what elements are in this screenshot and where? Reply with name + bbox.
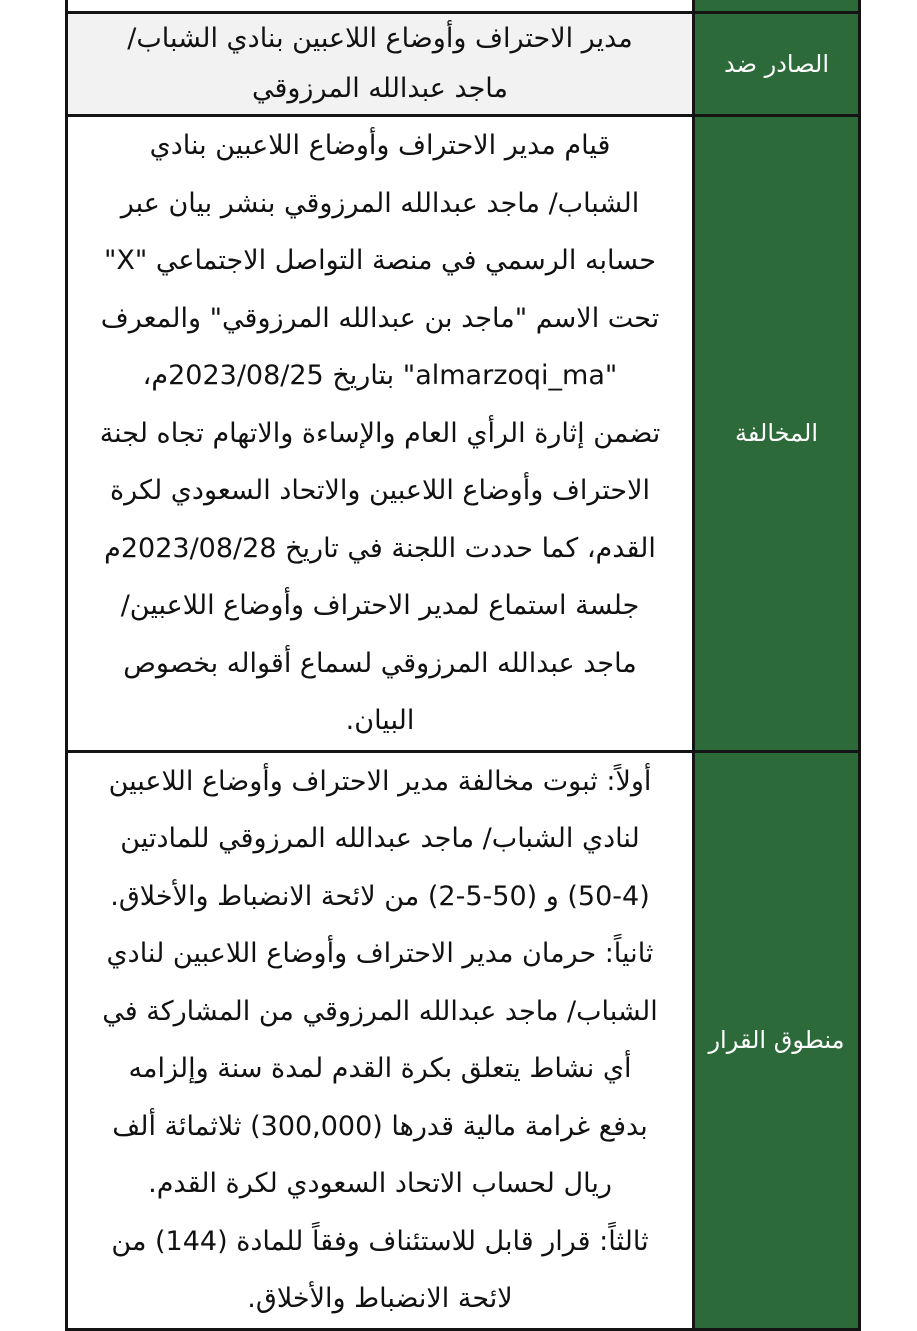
ruling-line-9: ثالثاً: قرار قابل للاستئناف وفقاً للمادة (144) من <box>111 1225 649 1257</box>
ruling-line-10: لائحة الانضباط والأخلاق. <box>247 1283 513 1314</box>
ruling-line-1: أولاً: ثبوت مخالفة مدير الاحتراف وأوضاع اللاعبين <box>108 765 652 797</box>
decision-table <box>65 0 861 1331</box>
violation-line-6: تضمن إثارة الرأي العام والإساءة والاتهام تجاه لجنة <box>99 417 661 449</box>
violation-line-11: البيان. <box>345 705 415 736</box>
table-row-violation <box>67 116 860 752</box>
ruling-line-6: أي نشاط يتعلق بكرة القدم لمدة سنة وإلزامه <box>128 1053 632 1084</box>
content-ruling <box>67 751 694 1329</box>
violation-line-8: القدم، كما حددت اللجنة في تاريخ 2023/08/28م <box>104 532 656 564</box>
ruling-line-5: الشباب/ ماجد عبدالله المرزوقي من المشاركة في <box>102 995 658 1027</box>
ruling-line-8: ريال لحساب الاتحاد السعودي لكرة القدم. <box>148 1168 612 1199</box>
issued-against-line-2: ماجد عبدالله المرزوقي <box>251 73 508 104</box>
content-cell-top <box>67 0 694 13</box>
violation-line-1: قيام مدير الاحتراف وأوضاع اللاعبين بنادي <box>149 130 611 161</box>
violation-line-10: ماجد عبدالله المرزوقي لسماع أقواله بخصوص <box>123 647 637 679</box>
violation-line-3: حسابه الرسمي في منصة التواصل الاجتماعي "X" <box>104 245 656 276</box>
content-violation <box>67 116 694 752</box>
ruling-line-7: بدفع غرامة مالية قدرها (300,000) ثلاثمائة ألف <box>112 1110 648 1142</box>
violation-line-5: "almarzoqi_ma" بتاريخ 2023/08/25م، <box>142 360 618 391</box>
label-cell-top <box>694 0 860 13</box>
issued-against-line-1: مدير الاحتراف وأوضاع اللاعبين بنادي الشباب/ <box>127 23 633 54</box>
table-row-issued-against <box>67 13 860 116</box>
ruling-line-4: ثانياً: حرمان مدير الاحتراف وأوضاع اللاعبين لنادي <box>106 938 654 969</box>
content-issued-against <box>67 13 694 116</box>
label-issued-against: الصادر ضد <box>694 13 860 116</box>
ruling-line-3: (50-4) و (50-5-2) من لائحة الانضباط والأخلاق. <box>110 880 650 912</box>
label-ruling: منطوق القرار <box>694 751 860 1329</box>
violation-line-7: الاحتراف وأوضاع اللاعبين والاتحاد السعودي لكرة <box>110 475 650 506</box>
violation-line-9: جلسة استماع لمدير الاحتراف وأوضاع اللاعبين/ <box>120 590 640 621</box>
table-row-top <box>67 0 860 13</box>
ruling-line-2: لنادي الشباب/ ماجد عبدالله المرزوقي للمادتين <box>120 823 640 854</box>
label-violation: المخالفة <box>694 116 860 752</box>
table-row-ruling <box>67 751 860 1329</box>
violation-line-2: الشباب/ ماجد عبدالله المرزوقي بنشر بيان عبر <box>120 187 640 219</box>
violation-line-4: تحت الاسم "ماجد بن عبدالله المرزوقي" والمعرف <box>100 302 660 334</box>
